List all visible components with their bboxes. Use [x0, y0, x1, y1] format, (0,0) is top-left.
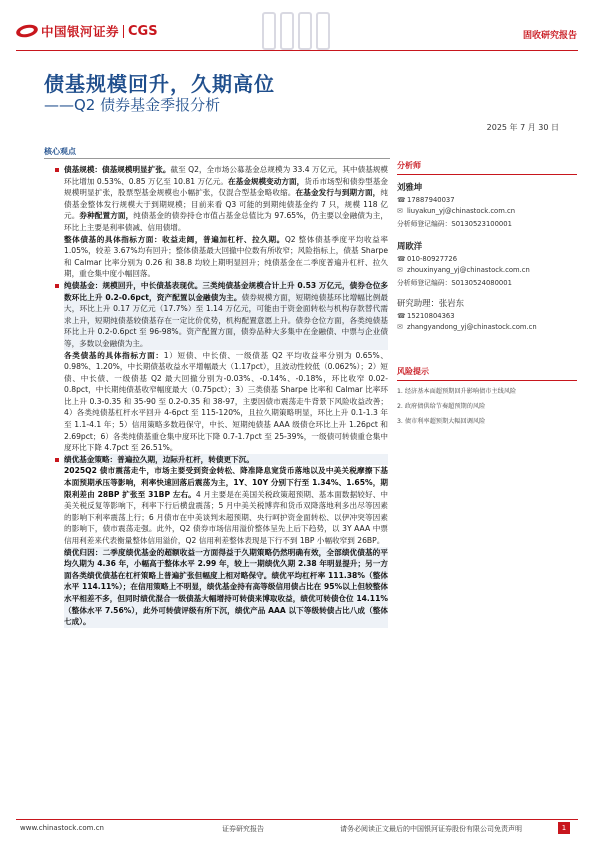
bold-text: 2025Q2 债市震荡走牛，市场主要受到资金转松、降准降息宽货币落地以及中美关税摩擦下基本面预期承压等影响，利率快速回落后震荡为主，1Y、10Y 分别下行至 1.34%、1.65%，期限利差由 28BP 扩张至 31BP 左右。 [64, 466, 388, 499]
core-views-divider [44, 158, 390, 159]
paragraph-category-indicators [64, 350, 388, 454]
analyst-cert [397, 277, 577, 287]
mail-icon: ✉ [397, 207, 403, 215]
paragraph-fund-scale [64, 164, 388, 234]
footer-doc-type: 证券研究报告 [222, 825, 264, 833]
email-text[interactable]: zhouxinyang_yj@chinastock.com.cn [407, 266, 530, 274]
bold-text: 绩优归因：二季度绩优基金的超额收益一方面得益于久期策略仍然明确有效，全部绩优债基的平均久期为 4.36 年，小幅高于整体水平 2.99 年，较上一期绩优久期 2.38 年明显提升；另一方面各类绩优债基在杠杆策略上普遍扩张但幅度上相对略保守。绩优平均杠杆率 111.38%（整体水平 114.11%）；在信用策略上不明显，绩优基金持有高等级信用债占比在 95%以上但较整体水平相差不多，但同时绩优混合一级债基大幅增持可转债来博取收益，绩优可转债仓位 14.11%（整体水平 7.56%），此外可转债评级有所下沉，绩优产品 AAA 以下等级转债占比八成（整体七成）。 [64, 547, 388, 627]
bold-text: 债券仓位多数环比上升 0.2-0.6pct，资产配置以金融债为主。 [64, 280, 389, 302]
phone-text: 010-80927726 [407, 255, 458, 263]
analyst-phone [397, 255, 577, 263]
phone-icon: ☎ [397, 255, 406, 263]
phone-icon: ☎ [397, 196, 406, 204]
mail-icon: ✉ [397, 323, 403, 331]
report-type-label: 固收研究报告 [522, 31, 577, 41]
text: 纯债基金的债券持仓市值占基金总值比为 97.65%，仍主要以金融债为主，环比上主要是利率债减、信用债增。 [64, 211, 389, 232]
bold-text: 券种配置方面， [79, 211, 134, 221]
text: Q2 整体债基季度平均收益率 1.05%，较差 3.67%均有回升；整体债基最大回撤中位数有所收窄；风险指标上，债基 Sharpe 和 Calmar 比率分别为 0.26 和 38.8 均较上期明显回升；纯债基金在二季度普遍升杠杆、拉久期，重仓集中度小幅回落。 [64, 234, 388, 279]
assistant-phone [397, 312, 577, 320]
analyst-email[interactable] [397, 266, 577, 274]
bold-text: 整体债基的具体指标方面：收益走阔，普遍加杠杆、拉久期。 [64, 234, 285, 244]
phone-text: 17887940037 [407, 196, 455, 204]
cert-text: 分析师登记编码：S0130523100001 [397, 220, 512, 228]
phone-icon: ☎ [397, 312, 406, 320]
risk-item: 1. 经济基本面超预期回升影响债市主线风险 [397, 388, 517, 395]
header-divider [16, 50, 578, 51]
company-logo [16, 22, 158, 40]
heading-fund-scale: 债基规模：债基规模明显扩张。 [64, 165, 171, 174]
footer-divider [16, 819, 578, 820]
logo-divider [123, 25, 124, 38]
analyst-phone [397, 196, 577, 204]
risk-item: 2. 政府债供给节奏超预期的风险 [397, 403, 486, 410]
text: 债券规模方面，短期纯债基环比增幅比例最大，环比上升 0.17 万亿元（17.7%）至 1.14 万亿元，可能由于资金面转松与机构存款替代需求上升，短期纯债基较债基存在一定比价优势，机构配置意愿上升。债券仓位方面，各类纯债基环比上升 0.2-0.6pct 至 96-98%。资产配置方面，债券品种大多集中在金融债、中票与企业债等，多数以金融债为主。 [64, 292, 389, 348]
bold-text: 各类债基的具体指标方面： [64, 350, 164, 360]
analyst-name: 刘雅坤 [397, 182, 423, 192]
cgs-watermark-icon [262, 12, 330, 50]
analyst-name: 周欧洋 [397, 241, 423, 251]
footer-disclaimer: 请务必阅读正文最后的中国银河证券股份有限公司免责声明 [340, 825, 522, 833]
research-assistant: 研究助理：张岩东 [397, 298, 464, 308]
cert-text: 分析师登记编码：S0130524080001 [397, 279, 512, 287]
analyst-cert [397, 218, 577, 228]
paragraph-top-fund-strategy [64, 454, 388, 466]
report-date: 2025 年 7 月 30 日 [486, 123, 559, 132]
risk-panel [397, 366, 577, 426]
bold-text: 三类纯债基金规模合计上升 0.53 万亿元， [202, 280, 350, 290]
bold-text: 在基金发行与到期方面， [295, 188, 381, 198]
email-text[interactable]: liuyakun_yj@chinastock.com.cn [407, 207, 516, 215]
paragraph-attribution [64, 547, 388, 628]
logo-swoosh-icon [16, 23, 38, 39]
core-views-label: 核心观点 [44, 147, 76, 156]
text: 4 月主要是在美国关税政策超预期、基本面数据较好、中美关税反复等影响下，利率下行后横盘震荡；5 月中美关税博弈和货币双降落地利多出尽等因素的影响下利率震荡上行；6 月债市在中美谈判未超预期、央行呵护资金面转松、以伊冲突等因素的影响下，债市震荡走强。此外，Q2 债券市场信用溢价整体呈先上后下趋势，以 3Y AAA 中票信用利差来代表衡量整体信用溢价，Q2 信用利差整体表现是下行不到 1BP 小幅收窄到 26BP。 [64, 489, 388, 545]
logo-english-name: CGS [128, 23, 158, 39]
paragraph-overall-indicators [64, 234, 388, 280]
assistant-email[interactable] [397, 323, 577, 331]
text: 截至 Q2，全市场公募基金总规模为 33.4 万亿元，其中债基规模环比增加 0.53%、0.85 万亿至 10.81 万亿元。 [64, 165, 388, 186]
heading-top-fund-strategy: 绩优基金策略：普遍拉久期，边际升杠杆，转债更下沉。 [64, 454, 254, 464]
text: 纯债基金整体发行规模大于到期规模；目前来看 Q3 可能的到期纯债基金约 7 只，规模 118 亿元。 [64, 188, 388, 221]
analyst-section-title: 分析师 [397, 160, 577, 175]
email-text[interactable]: zhangyandong_yj@chinastock.com.cn [407, 323, 537, 331]
report-subtitle: ——Q2 债券基金季报分析 [44, 96, 221, 114]
heading-pure-bond: 纯债基金：规模回升，中长债基表现优。 [64, 280, 203, 290]
analyst-panel [397, 160, 577, 331]
risk-section-title: 风险提示 [397, 366, 577, 381]
analyst-email[interactable] [397, 207, 577, 215]
phone-text: 15210804363 [407, 312, 455, 320]
text: 1）短债、中长债、一级债基 Q2 平均收益率分别为 0.65%、0.98%、1.20%，中长期债基收益水平增幅最大（1.17pct），且波动性较低（0.062%）；2）短债、中长债、一级债基 Q2 最大回撤分别为-0.03%、-0.14%、-0.18%，环比收窄 0.02-0.8pct，中长期纯债基收窄幅度最大（0.75pct）；3）三类债基 Sharpe 比率和 Calmar 比率环比上升 0.3-0.35 和 35-90 至 0.2-0.35 和 38-97，主要因债市震荡走牛背景下风险收益改善；4）各类纯债基杠杆水平回升 4-6pct 至 115-120%，且拉久期策略明显，环比上升 0.1-1.3 年至 1.1-4.1 年；5）信用策略多数趋保守，中长、短期纯债基 AAA 级债仓环比上升 1.26pct 和 2.69pct；6）各类纯债基重仓集中度环比下降 0.7-1.7pct 至 25-39%，一级债可转债重仓集中度环比下降 4.7pct 至 26.51%。 [64, 350, 388, 453]
text: 货币市场型和债券型基金规模明显扩张，股票型基金规模也小幅扩张，仅混合型基金略收缩。 [64, 176, 388, 198]
paragraph-market-review [64, 465, 388, 546]
main-content [64, 164, 388, 628]
mail-icon: ✉ [397, 266, 403, 274]
paragraph-pure-bond-funds [64, 280, 388, 350]
bold-text: 在基金规模变动方面， [228, 176, 305, 186]
page-header [0, 0, 595, 60]
footer-website[interactable]: www.chinastock.com.cn [20, 824, 104, 832]
report-title: 债基规模回升，久期高位 [44, 72, 275, 96]
logo-chinese-name: 中国银河证券 [41, 24, 120, 39]
risk-item: 3. 债市利率超预期大幅回调风险 [397, 418, 486, 425]
page-number: 1 [558, 822, 570, 834]
